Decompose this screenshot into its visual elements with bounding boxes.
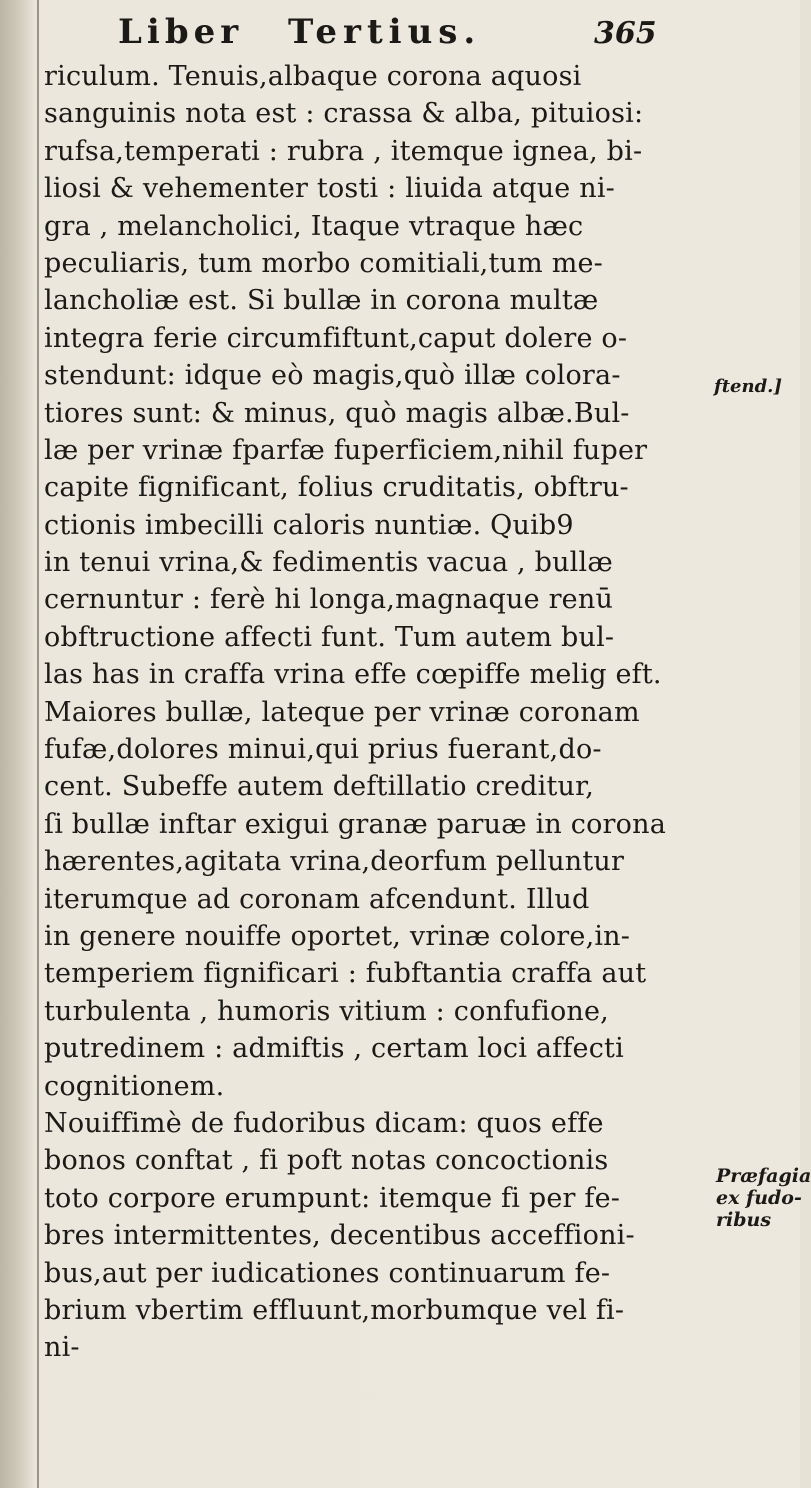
- text-line: ni-: [44, 1332, 80, 1364]
- text-line: ctionis imbecilli caloris nuntiæ. Quib9: [44, 509, 574, 541]
- text-line: tiores sunt: & minus, quò magis albæ.Bul-: [44, 397, 630, 429]
- text-line: in tenui vrina,& fedimentis vacua , bullæ: [44, 547, 613, 579]
- margin-note: [716, 1165, 811, 1231]
- page-number: 365: [594, 16, 657, 51]
- text-line: capite fignificant, folius cruditatis, obftru-: [44, 472, 629, 504]
- text-line: rufsa,temperati : rubra , itemque ignea, bi-: [44, 135, 643, 167]
- text-line: sanguinis nota est : crassa & alba, pituiosi:: [44, 98, 644, 130]
- text-line: cent. Subeffe autem deftillatio creditur,: [44, 771, 595, 803]
- gutter-line: [37, 0, 39, 1488]
- text-line: lancholiæ est. Si bullæ in corona multæ: [44, 285, 599, 317]
- text-line: las has in craffa vrina effe cœpiffe melig eft.: [44, 659, 662, 691]
- text-line: iterumque ad coronam afcendunt. Illud: [44, 883, 590, 915]
- text-line: putredinem : admiftis , certam loci affecti: [44, 1033, 624, 1065]
- text-line: fufæ,dolores minui,qui prius fuerant,do-: [44, 734, 602, 766]
- running-head: [118, 12, 638, 56]
- margin-note-line: ex fudo-: [716, 1187, 802, 1209]
- text-line: bres intermittentes, decentibus acceffioni-: [44, 1220, 635, 1252]
- text-line: peculiaris, tum morbo comitiali,tum me-: [44, 247, 603, 279]
- text-line: riculum. Tenuis,albaque corona aquosi: [44, 61, 582, 92]
- margin-note-line: Præfagia: [716, 1165, 811, 1187]
- side-note: ftend.]: [714, 376, 782, 397]
- text-line: ſi bullæ inftar exigui granæ paruæ in corona: [44, 808, 667, 840]
- text-line: bonos conftat , fi poft notas concoctionis: [44, 1145, 609, 1177]
- text-line: hærentes,agitata vrina,deorfum pelluntur: [44, 846, 625, 878]
- text-line: cognitionem.: [44, 1070, 225, 1102]
- text-line: integra ferie circumfiftunt,caput dolere o-: [44, 322, 628, 354]
- text-line: turbulenta , humoris vitium : confufione,: [44, 995, 609, 1027]
- text-line: bus,aut per iudicationes continuarum fe-: [44, 1257, 611, 1289]
- text-line: Nouiffimè de fudoribus dicam: quos effe: [44, 1107, 604, 1139]
- text-line: liosi & vehementer tosti : liuida atque ni-: [44, 173, 615, 205]
- gutter-shadow: [0, 0, 34, 1488]
- text-line: temperiem fignificari : fubftantia craffa aut: [44, 958, 647, 990]
- body-text: [44, 58, 710, 1367]
- text-line: cernuntur : ferè hi longa,magnaque renū: [44, 584, 614, 616]
- text-line: brium vbertim effluunt,morbumque vel fi-: [44, 1294, 625, 1326]
- text-line: toto corpore erumpunt: itemque fi per fe-: [44, 1182, 621, 1214]
- text-line: obftructione affecti funt. Tum autem bul-: [44, 621, 615, 653]
- running-head-right: Tertius.: [288, 12, 482, 52]
- running-head-left: Liber: [118, 12, 244, 52]
- text-line: gra , melancholici, Itaque vtraque hæc: [44, 210, 584, 242]
- text-line: læ per vrinæ fparfæ fuperficiem,nihil fuper: [44, 434, 648, 466]
- margin-note-line: ribus: [716, 1209, 772, 1231]
- text-line: Maiores bullæ, lateque per vrinæ coronam: [44, 696, 640, 728]
- text-line: in genere nouiffe oportet, vrinæ colore,in-: [44, 920, 631, 952]
- text-line: stendunt: idque eò magis,quò illæ colora-: [44, 360, 621, 392]
